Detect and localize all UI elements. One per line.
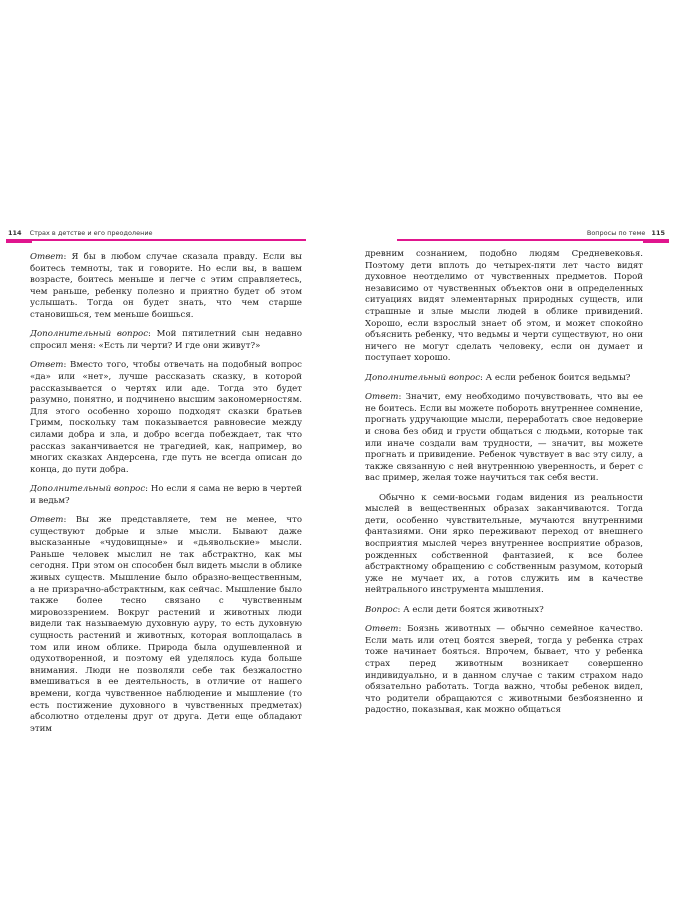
paragraph-label: Вопрос [365, 604, 398, 615]
paragraph-label: Ответ [30, 252, 64, 262]
left-header-rule [6, 239, 306, 241]
left-header-accent [6, 239, 32, 243]
left-page-body [30, 252, 302, 743]
paragraph [30, 252, 302, 322]
paragraph [365, 392, 643, 485]
paragraph [365, 605, 643, 617]
paragraph [30, 360, 302, 476]
right-running-header [587, 228, 665, 238]
paragraph [30, 329, 302, 352]
left-page-number: 114 [8, 229, 22, 237]
paragraph-text: : Вы же представляете, тем не менее, что существуют добрые и злые мысли. Бывают даже высказанные «чудовищные» и «дьявольские» мысли. Раньше человек мыслил не так абстрактно, как мы сегодня. При этом он способен был видеть мысли в облике живых существ. Мышление было образно-вещественным, а не призрачно-абстрактным, как сейчас. Мышление было также более тесно связано с чувственным мировоззрением. Вокруг растений и животных люди видели так называемую духовную ауру, то есть духовную сущность растений и животных, которая воплощалась в том или ином облике. Природа была одушевленной и одухотворенной, и поэтому ей уделялось куда больше внимания. Люди не позволяли себе так безжалостно вмешиваться в ее деятельность, в отличие от нашего времени, когда чувственное наблюдение и мышление (то есть постижение духовного в чувственных предметах) абсолютно отделены друг от друга. Дети еще обладают этим [30, 515, 302, 734]
paragraph-text: : Боязнь животных — обычно семейное качество. Если мать или отец боятся зверей, тогда у ребенка страх тоже начинает бояться. Впрочем, бывает, что у ребенка страх перед животным возникает совершенно индивидуально, и в данном случае с таким страхом надо обязательно работать. Тогда важно, чтобы ребенок видел, что родители обращаются с животными безбоязненно и радостно, показывая, как можно общаться [365, 624, 643, 716]
left-running-head-title: Страх в детстве и его преодоление [29, 229, 153, 237]
paragraph-text: : А если ребенок боится ведьмы? [480, 372, 631, 383]
paragraph-text: Обычно к семи-восьми годам видения из реальности мыслей в вещественных образах заканчиваются. Тогда дети, особенно чувствительные, мучаются внутренними фантазиями. Они ярко переживают переход от внешнего восприятия мыслей через внутреннее восприятие образов, рожденных собственной фантазией, к все более абстрактному обращению с собственным разумом, который уже не мучает их, а готов служить им в качестве нейтрального инструмента мышления. [365, 492, 643, 596]
left-running-header [8, 228, 153, 238]
paragraph-text: : Я бы в любом случае сказала правду. Если вы боитесь темноты, так и говорите. Но если вы, в вашем возрасте, боитесь меньше и легче с этим справляетесь, чем раньше, ребенку полезно и приятно будет об этом услышать. Тогда он будет знать, что чем старше становишься, тем меньше боишься. [30, 252, 302, 320]
paragraph-label: Ответ [365, 392, 399, 403]
right-page-body [365, 249, 643, 725]
paragraph [365, 373, 643, 385]
paragraph [365, 493, 643, 597]
paragraph-label: Дополнительный вопрос [30, 484, 146, 495]
right-page-number: 115 [651, 229, 665, 237]
paragraph-label: Ответ [30, 515, 64, 526]
paragraph [365, 624, 643, 717]
paragraph-text: : Значит, ему необходимо почувствовать, что вы ее не боитесь. Если вы можете побороть внутреннее сомнение, прогнать удручающие мысли, переработать свое недоверие и снова без обид и грусти общаться с людьми, которые так или иначе создали вам трудности, — значит, вы можете прогнать и привидение. Ребенок чувствует в вас эту силу, а также связанную с ней внутреннюю уверенность, и берет с вас пример, желая тоже научиться так себя вести. [365, 392, 643, 484]
paragraph-text: : Мой пятилетний сын недавно спросил меня: «Есть ли черти? И где они живут?» [30, 329, 302, 351]
paragraph-label: Дополнительный вопрос [365, 372, 481, 383]
paragraph [30, 484, 302, 507]
left-page [0, 0, 337, 900]
paragraph-label: Ответ [365, 624, 399, 635]
paragraph-text: : А если дети боятся животных? [397, 604, 544, 615]
paragraph-text: : Вместо того, чтобы отвечать на подобный вопрос «да» или «нет», лучше рассказать сказку, в которой рассказывается о чертях или аде. Тогда это будет разумно, понятно, и подчинено высшим закономерностям. Для этого особенно хорошо подходят сказки братьев Гримм, поскольку там показывается равновесие между силами добра и зла, и добро всегда побеждает, так что рассказ заканчивается не трагедией, как, например, во многих сказках Андерсена, где путь не всегда описан до конца, до пути добра. [30, 360, 302, 475]
paragraph [30, 515, 302, 735]
paragraph-label: Ответ [30, 360, 64, 371]
paragraph-label: Дополнительный вопрос [30, 329, 149, 340]
right-running-head-title: Вопросы по теме [586, 229, 646, 237]
right-header-accent [643, 239, 669, 243]
right-page [337, 0, 675, 900]
right-header-rule [397, 239, 667, 241]
paragraph-text: : Но если я сама не верю в чертей и ведьм? [30, 484, 302, 506]
continued-paragraph: древним сознанием, подобно людям Средневековья. Поэтому дети вплоть до четырех-пяти лет часто видят духовное неотделимо от чувственных предметов. Порой независимо от чувственных объектов они в определенных ситуациях видят элементарных природных существ, или страшные и злые мысли людей в облике привидений. Хорошо, если взрослый знает об этом, и может спокойно объяснить ребенку, что ведьмы и черти существуют, но они ничего не могут сделать человеку, если он думает и поступает хорошо. [365, 249, 643, 364]
